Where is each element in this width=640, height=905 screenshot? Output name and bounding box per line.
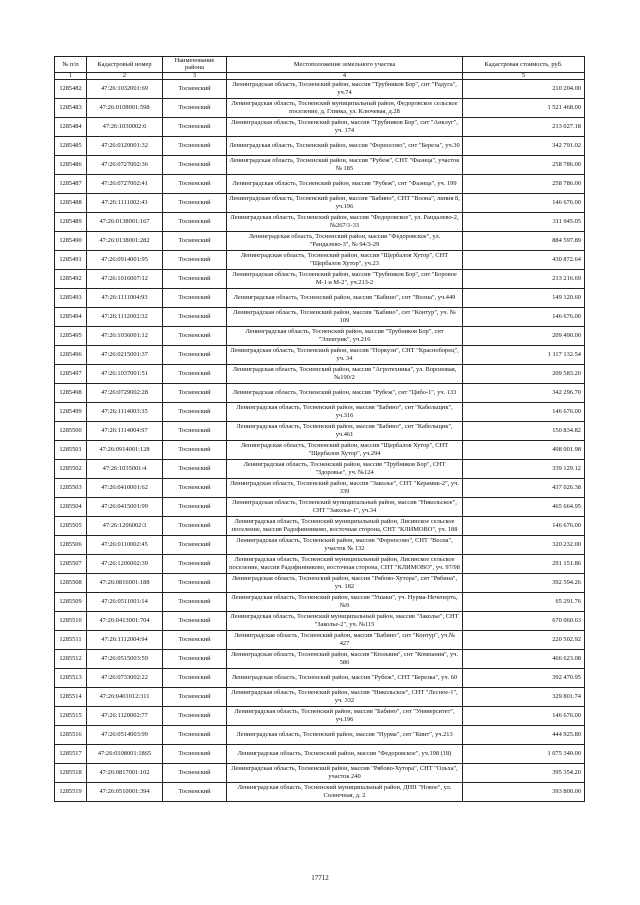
district-cell: Тосненский xyxy=(163,345,227,364)
cadastral-value-cell: 884 597.89 xyxy=(463,231,585,250)
district-cell: Тосненский xyxy=(163,155,227,174)
cadastral-value-cell: 392 594.26 xyxy=(463,573,585,592)
cadastral-number-cell: 47:26:0138001:282 xyxy=(87,231,163,250)
location-cell: Ленинградская область, Тосненский район, массив "Рубеж", снт "Фаэнца", уч. 199 xyxy=(227,174,463,193)
location-cell: Ленинградская область, Тосненский район, массив "Трубников Бор", снт "Боровое М-1 и М-2", уч.213-2 xyxy=(227,269,463,288)
cadastral-value-cell: 329 801.74 xyxy=(463,687,585,706)
cadastral-value-cell: 210 204.00 xyxy=(463,79,585,98)
district-cell: Тосненский xyxy=(163,459,227,478)
cadastral-number-cell: 47:26:1111002:43 xyxy=(87,193,163,212)
cadastral-number-cell: 47:26:1114003:35 xyxy=(87,402,163,421)
column-number-5: 5 xyxy=(463,72,585,79)
district-cell: Тосненский xyxy=(163,630,227,649)
location-cell: Ленинградская область, Тосненский район, массив "Форносово", СНТ "Весна", участок № 132 xyxy=(227,535,463,554)
location-cell: Ленинградская область, Тосненский район, массив "Бабино", снт "Контур", уч.№ 427 xyxy=(227,630,463,649)
location-cell: Ленинградская область, Тосненский муниципальный район, массив "Никольское", СНТ "Заколье-1", уч.34 xyxy=(227,497,463,516)
cadastral-value-cell: 258 786.00 xyxy=(463,155,585,174)
district-cell: Тосненский xyxy=(163,687,227,706)
row-number-cell: 1285519 xyxy=(55,782,87,801)
cadastral-value-cell: 65 291.76 xyxy=(463,592,585,611)
table-row xyxy=(55,744,585,763)
table-row xyxy=(55,516,585,535)
header-row-number: № п/п xyxy=(55,57,87,73)
location-cell: Ленинградская область, Тосненский район, массив "Федоровское", уч.198 (18) xyxy=(227,744,463,763)
district-cell: Тосненский xyxy=(163,326,227,345)
row-number-cell: 1285492 xyxy=(55,269,87,288)
location-cell: Ленинградская область, Тосненский район, массив "Трубников Бор", снт "Анклуг", уч. 174 xyxy=(227,117,463,136)
cadastral-value-cell: 149 120.60 xyxy=(463,288,585,307)
row-number-cell: 1285508 xyxy=(55,573,87,592)
cadastral-value-cell: 342 296.70 xyxy=(463,383,585,402)
row-number-cell: 1285484 xyxy=(55,117,87,136)
cadastral-value-cell: 465 664.95 xyxy=(463,497,585,516)
location-cell: Ленинградская область, Тосненский район, массив "Бабино", снт "Университет", уч.196 xyxy=(227,706,463,725)
location-cell: Ленинградская область, Тосненский район, массив "Форносово", снт "Береза", уч.30 xyxy=(227,136,463,155)
district-cell: Тосненский xyxy=(163,516,227,535)
cadastral-value-cell: 1 075 340.00 xyxy=(463,744,585,763)
location-cell: Ленинградская область, Тосненский район, массив "Бабино", снт "Кабельщик", уч.316 xyxy=(227,402,463,421)
cadastral-value-cell: 1 521 468.00 xyxy=(463,98,585,117)
district-cell: Тосненский xyxy=(163,573,227,592)
cadastral-number-cell: 47:26:0108001:1865 xyxy=(87,744,163,763)
cadastral-number-cell: 47:26:0413001:704 xyxy=(87,611,163,630)
table-row xyxy=(55,421,585,440)
district-cell: Тосненский xyxy=(163,250,227,269)
location-cell: Ленинградская область, Тосненский район, массив "Никольское", СНТ "Лесное-1", уч. 332 xyxy=(227,687,463,706)
table-row xyxy=(55,79,585,98)
table-row xyxy=(55,630,585,649)
location-cell: Ленинградская область, Тосненский район, массив "Рябово-Хутора", СНТ "Ольха", участок 240 xyxy=(227,763,463,782)
district-cell: Тосненский xyxy=(163,117,227,136)
cadastral-value-cell: 209 490.00 xyxy=(463,326,585,345)
district-cell: Тосненский xyxy=(163,440,227,459)
cadastral-number-cell: 47:26:0108001:598 xyxy=(87,98,163,117)
location-cell: Ленинградская область, Тосненский район, массив "Агротехника", ул. Вороновая, №190/2 xyxy=(227,364,463,383)
cadastral-value-cell: 395 354.20 xyxy=(463,763,585,782)
cadastral-number-cell: 47:26:1112002:32 xyxy=(87,307,163,326)
location-cell: Ленинградская область, Тосненский район, массив "Федоровское", ул. Рандалево-2, №267/1-33 xyxy=(227,212,463,231)
location-cell: Ленинградская область, Тосненский район, массив "Нурма", снт "Квит", уч.213 xyxy=(227,725,463,744)
cadastral-value-cell: 146 676.00 xyxy=(463,307,585,326)
cadastral-value-cell: 213 027.18 xyxy=(463,117,585,136)
cadastral-value-cell: 342 791.02 xyxy=(463,136,585,155)
cadastral-value-cell: 146 676.00 xyxy=(463,402,585,421)
location-cell: Ленинградская область, Тосненский район, массив "Трубников Бор", снт "Электрик", уч.216 xyxy=(227,326,463,345)
location-cell: Ленинградская область, Тосненский муниципальный район, массив "Заколье", СНТ "Заколье-2", уч. №115 xyxy=(227,611,463,630)
cadastral-value-cell: 430 872.64 xyxy=(463,250,585,269)
cadastral-number-cell: 47:26:1035001:4 xyxy=(87,459,163,478)
district-cell: Тосненский xyxy=(163,364,227,383)
location-cell: Ленинградская область, Тосненский район, массив "Поркузи", СНТ "Красноборец", уч. 34 xyxy=(227,345,463,364)
location-cell: Ленинградская область, Тосненский район, массив "Рубеж", СНТ "Березка", уч. 60 xyxy=(227,668,463,687)
column-number-2: 2 xyxy=(87,72,163,79)
table-row xyxy=(55,706,585,725)
district-cell: Тосненский xyxy=(163,782,227,801)
cadastral-value-cell: 220 502.92 xyxy=(463,630,585,649)
cadastral-number-cell: 47:26:0110002:45 xyxy=(87,535,163,554)
table-column-number-row xyxy=(55,72,585,79)
cadastral-number-cell: 47:26:0817001:102 xyxy=(87,763,163,782)
location-cell: Ленинградская область, Тосненский район, массив "Рябово-Хутора", снт "Рябина", уч. 182 xyxy=(227,573,463,592)
location-cell: Ленинградская область, Тосненский район, массив "Щербалов Хутор", СНТ "Щербалов Хутор", уч.23 xyxy=(227,250,463,269)
table-row xyxy=(55,231,585,250)
row-number-cell: 1285515 xyxy=(55,706,87,725)
location-cell: Ленинградская область, Тосненский район, массив "Бабино", снт "Волна", уч.449 xyxy=(227,288,463,307)
cadastral-number-cell: 47:26:0733002:22 xyxy=(87,668,163,687)
cadastral-value-cell: 291 151.86 xyxy=(463,554,585,573)
location-cell: Ленинградская область, Тосненский район, массив "Трубников Бор", СНТ "Здоровье", уч. №124 xyxy=(227,459,463,478)
table-row xyxy=(55,174,585,193)
cadastral-value-table xyxy=(54,56,585,802)
row-number-cell: 1285491 xyxy=(55,250,87,269)
location-cell: Ленинградская область, Тосненский район, массив "Бабино", снт "Контур", уч. № 109 xyxy=(227,307,463,326)
cadastral-value-table-sheet xyxy=(54,56,584,802)
district-cell: Тосненский xyxy=(163,231,227,250)
column-number-3: 3 xyxy=(163,72,227,79)
cadastral-number-cell: 47:26:0511001:14 xyxy=(87,592,163,611)
district-cell: Тосненский xyxy=(163,592,227,611)
table-row xyxy=(55,668,585,687)
header-district-name: Наименование района xyxy=(163,57,227,73)
table-row xyxy=(55,459,585,478)
table-row xyxy=(55,611,585,630)
district-cell: Тосненский xyxy=(163,649,227,668)
location-cell: Ленинградская область, Тосненский муниципальный район, Лисинское сельское поселение, массив Радофинниково, восточная сторона, СНТ "КЛИМОВО", уч. 97/98 xyxy=(227,554,463,573)
cadastral-value-cell: 393 800.00 xyxy=(463,782,585,801)
cadastral-number-cell: 47:26:1111004:93 xyxy=(87,288,163,307)
cadastral-number-cell: 47:26:0415001:99 xyxy=(87,497,163,516)
cadastral-value-cell: 258 786.00 xyxy=(463,174,585,193)
cadastral-value-cell: 670 060.63 xyxy=(463,611,585,630)
location-cell: Ленинградская область, Тосненский район, массив "Бабино", СНТ "Волна", линия 8, уч.196 xyxy=(227,193,463,212)
table-row xyxy=(55,345,585,364)
district-cell: Тосненский xyxy=(163,706,227,725)
column-number-1: 1 xyxy=(55,72,87,79)
cadastral-number-cell: 47:26:0914001:95 xyxy=(87,250,163,269)
cadastral-value-cell: 146 676.00 xyxy=(463,706,585,725)
district-cell: Тосненский xyxy=(163,383,227,402)
cadastral-number-cell: 47:26:0514003:99 xyxy=(87,725,163,744)
district-cell: Тосненский xyxy=(163,402,227,421)
cadastral-value-cell: 466 623.08 xyxy=(463,649,585,668)
row-number-cell: 1285509 xyxy=(55,592,87,611)
row-number-cell: 1285487 xyxy=(55,174,87,193)
location-cell: Ленинградская область, Тосненский район, массив "Щербалов Хутор", СНТ "Щербалов Хутор", уч.294 xyxy=(227,440,463,459)
row-number-cell: 1285486 xyxy=(55,155,87,174)
row-number-cell: 1285483 xyxy=(55,98,87,117)
row-number-cell: 1285496 xyxy=(55,345,87,364)
table-row xyxy=(55,117,585,136)
location-cell: Ленинградская область, Тосненский район, массив "Федоровское", ул. "Рандалево-3", № 94/3-29 xyxy=(227,231,463,250)
cadastral-number-cell: 47:26:0120001:32 xyxy=(87,136,163,155)
row-number-cell: 1285507 xyxy=(55,554,87,573)
district-cell: Тосненский xyxy=(163,535,227,554)
row-number-cell: 1285513 xyxy=(55,668,87,687)
district-cell: Тосненский xyxy=(163,668,227,687)
cadastral-number-cell: 47:26:0727002:41 xyxy=(87,174,163,193)
district-cell: Тосненский xyxy=(163,269,227,288)
table-body xyxy=(55,79,585,801)
row-number-cell: 1285511 xyxy=(55,630,87,649)
cadastral-number-cell: 47:26:1030002:6 xyxy=(87,117,163,136)
district-cell: Тосненский xyxy=(163,212,227,231)
header-location: Местоположение земельного участка xyxy=(227,57,463,73)
district-cell: Тосненский xyxy=(163,193,227,212)
row-number-cell: 1285516 xyxy=(55,725,87,744)
cadastral-number-cell: 47:26:0816001:188 xyxy=(87,573,163,592)
table-row xyxy=(55,402,585,421)
row-number-cell: 1285518 xyxy=(55,763,87,782)
cadastral-value-cell: 339 129.12 xyxy=(463,459,585,478)
district-cell: Тосненский xyxy=(163,554,227,573)
table-row xyxy=(55,554,585,573)
row-number-cell: 1285500 xyxy=(55,421,87,440)
cadastral-number-cell: 47:26:1016007:12 xyxy=(87,269,163,288)
cadastral-value-cell: 209 583.20 xyxy=(463,364,585,383)
cadastral-number-cell: 47:26:0727002:36 xyxy=(87,155,163,174)
location-cell: Ленинградская область, Тосненский район, массив "Бабино", снт "Кабельщик", уч.461 xyxy=(227,421,463,440)
column-number-4: 4 xyxy=(227,72,463,79)
district-cell: Тосненский xyxy=(163,307,227,326)
district-cell: Тосненский xyxy=(163,744,227,763)
cadastral-value-cell: 150 834.82 xyxy=(463,421,585,440)
table-row xyxy=(55,383,585,402)
row-number-cell: 1285490 xyxy=(55,231,87,250)
table-row xyxy=(55,687,585,706)
cadastral-number-cell: 47:26:1032001:69 xyxy=(87,79,163,98)
table-row xyxy=(55,364,585,383)
district-cell: Тосненский xyxy=(163,421,227,440)
cadastral-number-cell: 47:26:0410001:62 xyxy=(87,478,163,497)
cadastral-number-cell: 47:26:0914001:128 xyxy=(87,440,163,459)
table-row xyxy=(55,136,585,155)
location-cell: Ленинградская область, Тосненский район, массив "Заколье", СНТ "Керамик-2", уч. 339 xyxy=(227,478,463,497)
table-row xyxy=(55,497,585,516)
cadastral-value-cell: 146 676.00 xyxy=(463,516,585,535)
cadastral-value-cell: 498 001.98 xyxy=(463,440,585,459)
location-cell: Ленинградская область, Тосненский район, массив "Трубников Бор", снт "Радуга", уч.74 xyxy=(227,79,463,98)
table-row xyxy=(55,250,585,269)
cadastral-value-cell: 1 117 132.54 xyxy=(463,345,585,364)
row-number-cell: 1285504 xyxy=(55,497,87,516)
cadastral-value-cell: 146 676.00 xyxy=(463,193,585,212)
location-cell: Ленинградская область, Тосненский муниципальный район, Лисинское сельское поселение, массив Радофинниково, восточная сторона, СНТ "КЛИМОВО", уч. 188 xyxy=(227,516,463,535)
cadastral-number-cell: 47:26:1206002:39 xyxy=(87,554,163,573)
location-cell: Ленинградская область, Тосненский район, массив "Рубеж", СНТ "Фаэнца", участок № 185 xyxy=(227,155,463,174)
table-row xyxy=(55,535,585,554)
cadastral-number-cell: 47:26:1037001:51 xyxy=(87,364,163,383)
row-number-cell: 1285510 xyxy=(55,611,87,630)
cadastral-value-cell: 437 026.38 xyxy=(463,478,585,497)
row-number-cell: 1285485 xyxy=(55,136,87,155)
cadastral-number-cell: 47:26:1112004:94 xyxy=(87,630,163,649)
cadastral-number-cell: 47:26:1120002:77 xyxy=(87,706,163,725)
row-number-cell: 1285482 xyxy=(55,79,87,98)
cadastral-value-cell: 320 232.00 xyxy=(463,535,585,554)
district-cell: Тосненский xyxy=(163,478,227,497)
cadastral-number-cell: 47:26:0215001:37 xyxy=(87,345,163,364)
table-row xyxy=(55,212,585,231)
header-cadastral-number: Кадастровый номер xyxy=(87,57,163,73)
cadastral-number-cell: 47:26:0401012:311 xyxy=(87,687,163,706)
row-number-cell: 1285495 xyxy=(55,326,87,345)
row-number-cell: 1285497 xyxy=(55,364,87,383)
table-row xyxy=(55,573,585,592)
row-number-cell: 1285517 xyxy=(55,744,87,763)
header-cadastral-value: Кадастровая стоимость, руб. xyxy=(463,57,585,73)
table-row xyxy=(55,98,585,117)
table-row xyxy=(55,307,585,326)
table-row xyxy=(55,478,585,497)
district-cell: Тосненский xyxy=(163,174,227,193)
cadastral-number-cell: 47:26:0138001:167 xyxy=(87,212,163,231)
district-cell: Тосненский xyxy=(163,79,227,98)
district-cell: Тосненский xyxy=(163,725,227,744)
location-cell: Ленинградская область, Тосненский муниципальный район, Федоровское сельское поселение, д. Глинка, ул. Ключевая, д.28 xyxy=(227,98,463,117)
table-row xyxy=(55,155,585,174)
row-number-cell: 1285489 xyxy=(55,212,87,231)
table-row xyxy=(55,440,585,459)
table-row xyxy=(55,763,585,782)
cadastral-number-cell: 47:26:1036001:12 xyxy=(87,326,163,345)
cadastral-value-cell: 444 925.80 xyxy=(463,725,585,744)
location-cell: Ленинградская область, Тосненский район, массив "Ушаки", уч. Нурма-Нечеперть, №9 xyxy=(227,592,463,611)
table-row xyxy=(55,649,585,668)
table-row xyxy=(55,592,585,611)
district-cell: Тосненский xyxy=(163,611,227,630)
table-row xyxy=(55,782,585,801)
table-header-row xyxy=(55,57,585,73)
location-cell: Ленинградская область, Тосненский район, массив "Кюльвия", снт "Компания", уч. 586 xyxy=(227,649,463,668)
district-cell: Тосненский xyxy=(163,763,227,782)
row-number-cell: 1285494 xyxy=(55,307,87,326)
cadastral-value-cell: 213 216.69 xyxy=(463,269,585,288)
row-number-cell: 1285506 xyxy=(55,535,87,554)
cadastral-number-cell: 47:26:0510001:394 xyxy=(87,782,163,801)
cadastral-value-cell: 392 470.95 xyxy=(463,668,585,687)
row-number-cell: 1285505 xyxy=(55,516,87,535)
table-row xyxy=(55,193,585,212)
district-cell: Тосненский xyxy=(163,288,227,307)
cadastral-number-cell: 47:26:0515003:59 xyxy=(87,649,163,668)
row-number-cell: 1285502 xyxy=(55,459,87,478)
row-number-cell: 1285503 xyxy=(55,478,87,497)
row-number-cell: 1285501 xyxy=(55,440,87,459)
cadastral-number-cell: 47:26:0729002:28 xyxy=(87,383,163,402)
row-number-cell: 1285514 xyxy=(55,687,87,706)
table-row xyxy=(55,269,585,288)
row-number-cell: 1285488 xyxy=(55,193,87,212)
row-number-cell: 1285499 xyxy=(55,402,87,421)
table-row xyxy=(55,326,585,345)
district-cell: Тосненский xyxy=(163,136,227,155)
table-row xyxy=(55,725,585,744)
row-number-cell: 1285498 xyxy=(55,383,87,402)
cadastral-value-cell: 311 945.05 xyxy=(463,212,585,231)
location-cell: Ленинградская область, Тосненский район, массив "Рубеж", снт "Цибо-1", уч. 133 xyxy=(227,383,463,402)
district-cell: Тосненский xyxy=(163,98,227,117)
page-number: 17712 xyxy=(311,874,329,882)
table-row xyxy=(55,288,585,307)
row-number-cell: 1285493 xyxy=(55,288,87,307)
row-number-cell: 1285512 xyxy=(55,649,87,668)
cadastral-number-cell: 47:26:1114004:97 xyxy=(87,421,163,440)
cadastral-number-cell: 47:26:1206002:3 xyxy=(87,516,163,535)
district-cell: Тосненский xyxy=(163,497,227,516)
location-cell: Ленинградская область, Тосненский муниципальный район, ДНП "Новое", ул. Солнечная, д. 2 xyxy=(227,782,463,801)
